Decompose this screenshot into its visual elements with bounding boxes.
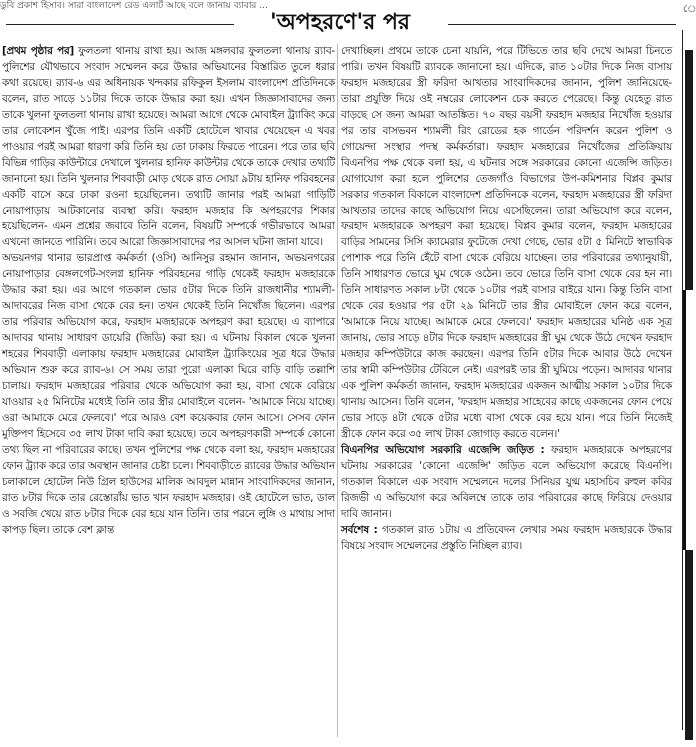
right-column <box>341 44 672 739</box>
subsection-latest <box>341 523 672 555</box>
subsection-bnp-text: ফরহাদ মজহারকে অপহরণের ঘটনায় সরকারের 'কোনো এজেন্সি' জড়িত বলে অভিযোগ করেছে বিএনপি। গতকাল বিকালে এক সংবাদ সম্মেলনে দলের সিনিয়র যুগ্ম মহাসচিব রুহুল কবির রিজভী এ অভিযোগ করে অবিলম্বে তাকে তার পরিবারের কাছে ফিরিয়ে দেওয়ার দাবি জানান। <box>341 443 672 520</box>
headline: 'অপহরণে'র পর <box>269 9 411 35</box>
column-divider <box>337 44 338 737</box>
continuation-marker: [প্রথম পৃষ্ঠার পর] <box>2 45 75 57</box>
top-strip: ডুবি প্রকাশ হিসাব। সারা বাংলাদেশ রেড এলার্ট আছে বলে জানায় ব্যাবার ... <box>0 1 268 11</box>
subsection-latest-text: গতকাল রাত ১টায় এ প্রতিবেদন লেখার সময় ফরহাদ মজহারকে উদ্ধার বিষয়ে সংবাদ সম্মেলনের প্রস্তুতি নিচ্ছিল র‌্যাব। <box>341 523 672 552</box>
left-paragraph-1 <box>2 44 335 251</box>
right-edge-neighbor-column <box>682 30 694 730</box>
subsection-latest-label: সর্বশেষ : <box>341 523 378 536</box>
subsection-bnp-label: বিএনপির অভিযোগ সরকারি এজেন্সি জড়িত : <box>341 443 545 456</box>
subsection-bnp <box>341 443 672 523</box>
left-column <box>2 44 335 739</box>
left-paragraph-1-text: ফুলতলা থানায় রাখা হয়। আজ মঙ্গলবার ফুলতলা থানায় র‌্যাব-পুলিশের যৌথভাবে সংবাদ সম্মেলন করে উদ্ধার অভিযানের বিস্তারিত তুলে ধরার কথা রয়েছে। র‌্যাব-৬ এর অধিনায়ক খন্দকার রফিকুল ইসলাম বাংলাদেশ প্রতিদিনকে বলেন, রাত সাড়ে ১১টার দিকে তাকে উদ্ধার করা হয়। এখন জিজ্ঞাসাবাদের জন্য তাকে খুলনা ফুলতলা থানায় রাখা হয়েছে। আমরা আগে থেকে মোবাইল ট্র্যাকিং করে তার লোকেশন খুঁজে পাই। এরপর তিনি একটি হোটেলে খাবার খেয়েছেন এ খবর পাওয়ার পরই আমরা ধারণা করি তিনি হয় তো ঢাকায় ফিরতে পারেন। পরে তার ছবি বিভিন্ন গাড়ির কাউন্টারে দেখালে খুলনার হানিফ কাউন্টার থেকে তাকে দেখার তথ্যটি জানানো হয়। তিনি খুলনার শিববাড়ী মোড় থেকে রাত সোয়া ৯টায় হানিফ পরিবহনের একটি বাসে করে ঢাকা রওনা হয়েছিলেন। তথ্যটি জানার পরই আমরা গাড়িটি নোয়াপাড়ায় আটকানোর ব্যবস্থা করি। ফরহাদ মজহার কি অপহরণের শিকার হয়েছিলেন- এমন প্রশ্নের জবাবে তিনি বলেন, বিষয়টি সম্পর্কে গভীরভাবে আমরা এখনো জানতে পারিনি। তবে আরো জিজ্ঞাসাবাদের পর আসল ঘটনা জানা যাবে। <box>2 45 335 249</box>
edge-text-chunk <box>683 290 696 550</box>
left-paragraph-2: অভয়নগর থানার ভারপ্রাপ্ত কর্মকর্তা (ওসি) আনিসুর রহমান জানান, অভয়নগরের নোয়াপাড়ার বেঙ্গলগেট-সংলগ্ন হানিফ পরিবহনের গাড়ি থেকেই ফরহাদ মজহারকে উদ্ধার করা হয়। এর আগে গতকাল ভোর ৫টার দিকে তিনি রাজধানীর শ্যামলী-আদাবরের নিজ বাসা থেকে বের হন। তখন থেকেই তিনি নিখোঁজ ছিলেন। এরপর তার পরিবার অভিযোগ করে, ফরহাদ মজহারকে অপহরণ করা হয়েছে। এ ব্যাপারে আদাবর থানায় সাধারণ ডায়েরি (জিডি) করা হয়। এ ঘটনায় বিকাল থেকে খুলনা শহরের শিববাড়ী এলাকায় ফরহাদ মজহারের মোবাইল ট্র্যাকিংয়ের সূত্র ধরে উদ্ধার অভিযান শুরু করে র‌্যাব-৬। সে সময় তারা পুরো এলাকা ঘিরে বাড়ি বাড়ি তল্লাশি চালায়। ফরহাদ মজহারের পরিবার থেকে অভিযোগ করা হয়, বাসা থেকে বেরিয়ে যাওয়ার ২৫ মিনিটের মধ্যেই তিনি তার স্ত্রীর মোবাইলে বলেন- 'আমাকে নিয়ে যাচ্ছে। ওরা আমাকে মেরে ফেলবে।' পরে আরও বেশ কয়েকবার ফোন আসে। সেসব ফোন মুক্তিপণ হিসেবে ৩৫ লাখ টাকা দাবি করা হয়েছে। তবে অপহরণকারী সম্পর্কে কোনো তথ্য ছিল না পরিবারের কাছে। তখন পুলিশের পক্ষ থেকে বলা হয়, ফরহাদ মজহারের ফোন ট্র্যাক করে তার অবস্থান জানার চেষ্টা চলে। শিববাড়ীতে র‌্যাবের উদ্ধার অভিযান চলাকালে হোটেল নিউ গ্রিল হাউসের মালিক আবদুল মান্নান সাংবাদিকদের জানান, রাত ৮টার দিকে তার রেস্তোরাঁয় ভাত খান ফরহাদ মজহার। ওই হোটেলে ভাত, ডাল ও সবজি খেয়ে রাত ৮টার দিকে বের হয়ে যান তিনি। তার পরনে লুঙ্গি ও মাথায় সাদা কাপড় ছিল। তাকে বেশ ক্লান্ত <box>2 252 335 536</box>
right-paragraph-1: দেখাচ্ছিল। প্রথমে তাকে চেনা যায়নি, পরে টিভিতে তার ছবি দেখে আমরা চিনতে পারি। তখন বিষয়টি র‌্যাবকে জানানো হয়। এদিকে, রাত ১০টার দিকে নিজ বাসায় ফরহাদ মজহারের স্ত্রী ফরিদা আখতার সাংবাদিকদের জানান, পুলিশ জানিয়েছে- তারা প্রযুক্তি দিয়ে ওই নম্বরের লোকেশন চেক করতে পেরেছে। কিন্তু যেহেতু রাত বাড়ছে সে জন্য আমরা আতঙ্কিত। ৭০ বছর বয়সী ফরহাদ মজহার নিখোঁজ হওয়ার পর তার বাসভবন শ্যামলী রিং রোডের হক গার্ডেন পরিদর্শন করেন পুলিশ ও গোয়েন্দা সংস্থার পদস্থ কর্মকর্তারা। ফরহাদ মজহারের নিখোঁজের প্রতিক্রিয়ায় বিএনপির পক্ষ থেকে বলা হয়, এ ঘটনার সঙ্গে সরকারের কোনো এজেন্সি জড়িত। যোগাযোগ করা হলে পুলিশের তেজগাঁও বিভাগের উপ-কমিশনার বিপ্লব কুমার সরকার গতকাল বিকালে বাংলাদেশ প্রতিদিনকে বলেন, ফরহাদ মজহারের স্ত্রী ফরিদা আখতার তাদের কাছে অভিযোগ নিয়ে এসেছিলেন। তারা অভিযোগ করে বলেন, ফরহাদ মজহারকে অপহরণ করা হয়েছে। বিপ্লব কুমার বলেন, ফরহাদ মজহারের বাড়ির সামনের সিসি ক্যামেরার ফুটেজে দেখা গেছে, ভোর ৫টা ৫ মিনিটে স্বাভাবিক পোশাক পরে তিনি হেঁটে বাসা থেকে বেরিয়ে যাচ্ছেন। তার পরিবারের তথ্যানুযায়ী, তিনি সাধারণত ভোরে ঘুম থেকে ওঠেন। তবে ভোরে তিনি বাসা থেকে বের হন না। তিনি সাধারণত সকাল ৮টা থেকে ১০টার পরই বাসার বাইরে যান। কিন্তু তিনি বাসা থেকে বের হওয়ার পর ৫টা ২৯ মিনিটে তার স্ত্রীর মোবাইলে ফোন করে বলেন, 'আমাকে নিয়ে যাচ্ছে। আমাকে মেরে ফেলবে।' ফরহাদ মজহারের ঘনিষ্ঠ এক সূত্র জানায়, ভোর সাড়ে ৪টার দিকে ফরহাদ মজহারের স্ত্রী ঘুম থেকে উঠে দেখেন ফরহাদ মজহার কম্পিউটারে কাজ করছেন। এরপর তিনি ৫টার দিকে আবার উঠে দেখেন তার স্বামী কম্পিউটার টেবিলে নেই। এরপরই তার স্ত্রী ঘুমিয়ে পড়েন। আদাবর থানার এক পুলিশ কর্মকর্তা জানান, ফরহাদ মজহারের একজন আত্মীয় সকাল ১০টার দিকে থানায় আসেন। তিনি বলেন, 'ফরহাদ মজহার সাহেবের কাছে একজনের ফোন পেয়ে ভোর সাড়ে ৪টা থেকে ৫টার মধ্যে বাসা থেকে বের হয়ে যান। পরে তিনি নিজেই স্ত্রীকে ফোন করে ৩৫ লাখ টাকা জোগাড় করতে বলেন।' <box>341 45 672 440</box>
edge-glyph: ে <box>683 4 696 15</box>
